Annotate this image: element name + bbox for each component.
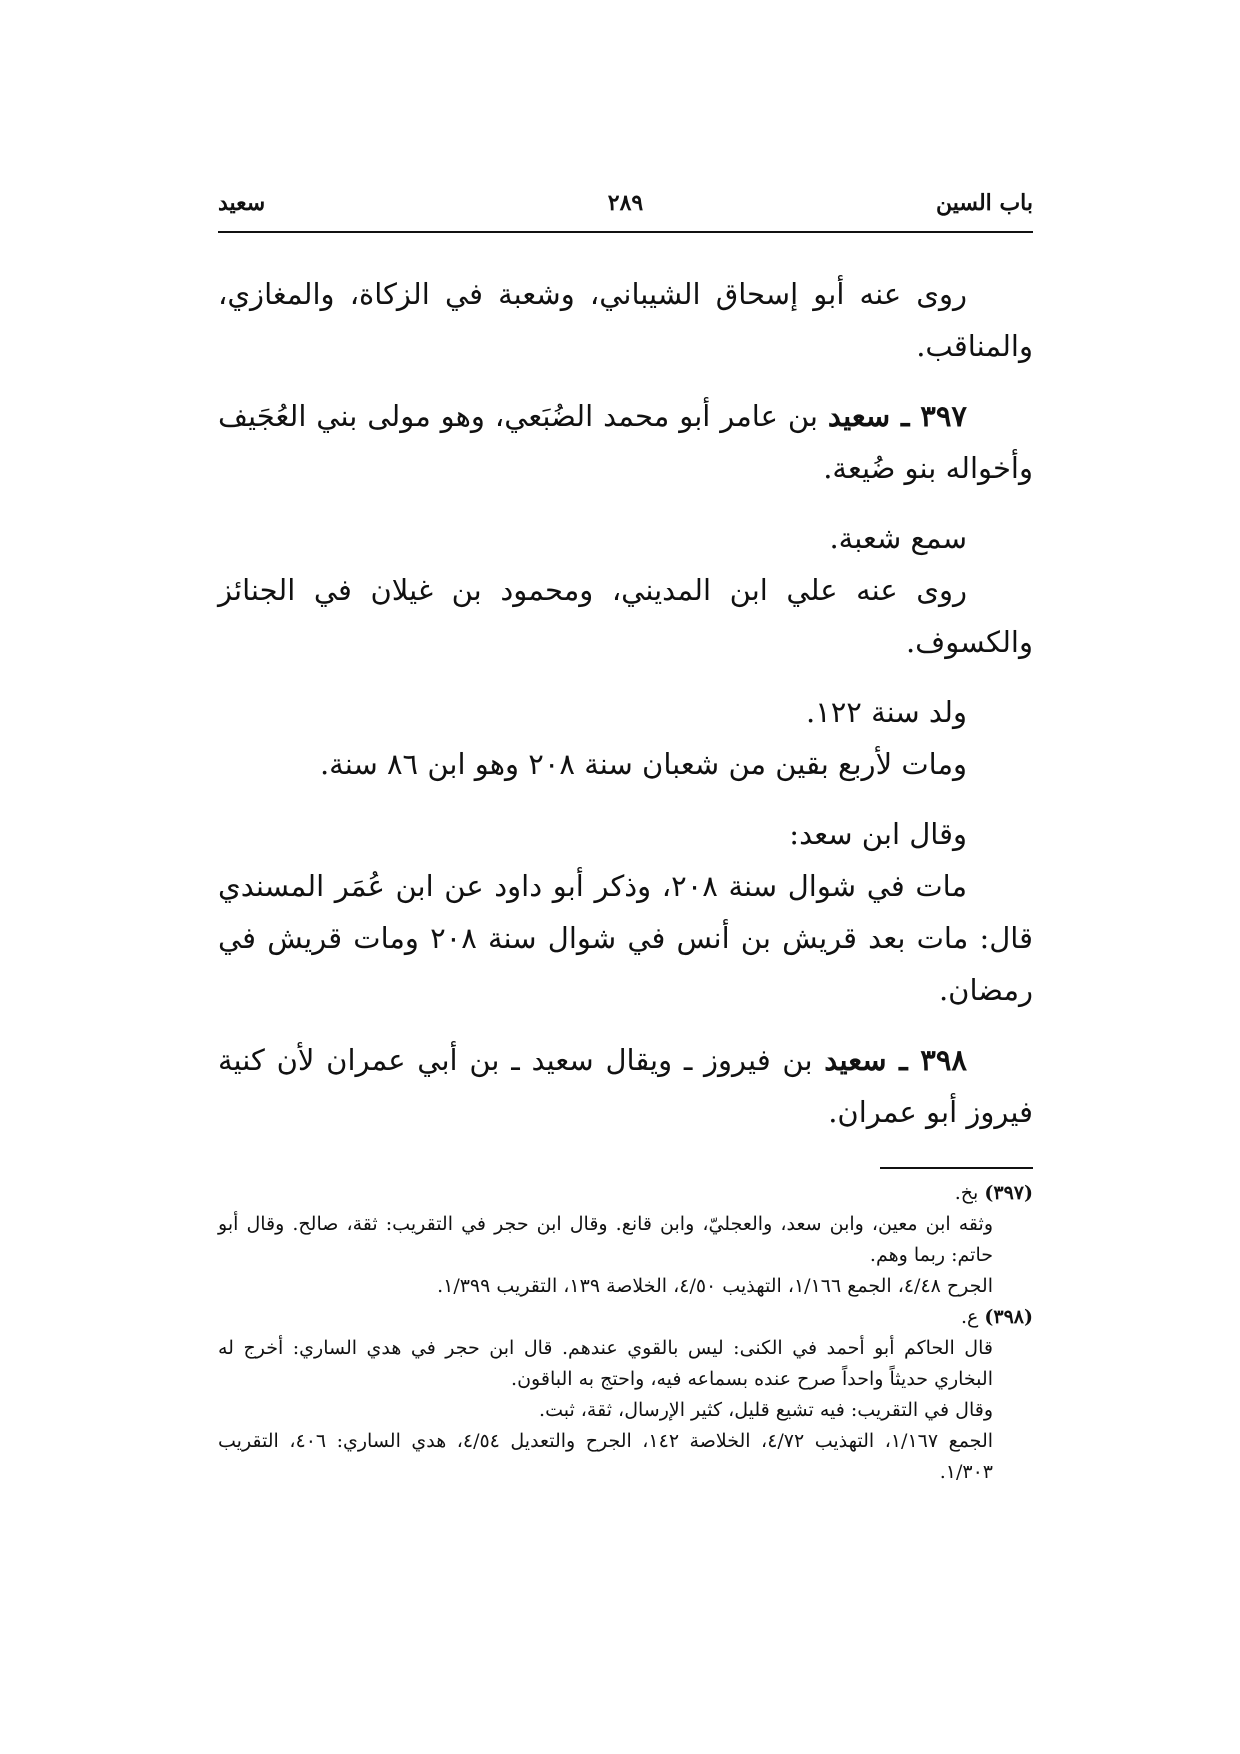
entry-398-heading: ٣٩٨ ـ سعيد bbox=[824, 1043, 968, 1077]
footnote-398-text: قال الحاكم أبو أحمد في الكنى: ليس بالقوي عندهم. قال ابن حجر في هدي الساري: أخرج له البخاري حديثاً واحداً صرح عنده بسماعه فيه، واحتج به الباقون. bbox=[218, 1337, 993, 1390]
footnote-397-text: وثقه ابن معين، وابن سعد، والعجليّ، وابن قانع. وقال ابن حجر في التقريب: ثقة، صالح. وقال أبو حاتم: ربما وهم. bbox=[218, 1213, 993, 1266]
entry-397-text: بن عامر أبو محمد الضُبَعي، وهو مولى بني العُجَيف وأخواله بنو ضُيعة. bbox=[218, 399, 1033, 485]
entry-397 bbox=[218, 390, 1033, 494]
footnote-397-code: بخ. bbox=[954, 1182, 985, 1204]
entry-398-text: بن فيروز ـ ويقال سعيد ـ بن أبي عمران لأن كنية فيروز أبو عمران. bbox=[218, 1043, 1033, 1129]
footnotes bbox=[218, 1178, 1033, 1488]
entry-398 bbox=[218, 1034, 1033, 1138]
paragraph-died: ومات لأربع بقين من شعبان سنة ٢٠٨ وهو ابن ٨٦ سنة. bbox=[319, 747, 967, 781]
paragraph-born: ولد سنة ١٢٢. bbox=[805, 695, 967, 729]
footnote-398-sources: الجمع ١/١٦٧، التهذيب ٤/٧٢، الخلاصة ١٤٢، الجرح والتعديل ٤/٥٤، هدي الساري: ٤٠٦، التقريب ١/٣٠٣. bbox=[218, 1430, 994, 1483]
paragraph-ibn-saad: وقال ابن سعد: bbox=[789, 817, 967, 851]
footnote-397-head bbox=[218, 1178, 1033, 1209]
paragraph-narrators: روى عنه أبو إسحاق الشيباني، وشعبة في الزكاة، والمغازي، والمناقب. bbox=[218, 277, 1033, 363]
footnote-398-code: ع. bbox=[960, 1306, 985, 1328]
page-header bbox=[218, 190, 1033, 230]
footnote-398-taqrib: وقال في التقريب: فيه تشيع قليل، كثير الإرسال، ثقة، ثبت. bbox=[539, 1399, 993, 1421]
main-text bbox=[218, 268, 1033, 1138]
paragraph-narrated-by: روى عنه علي ابن المديني، ومحمود بن غيلان في الجنائز والكسوف. bbox=[218, 573, 1033, 659]
footnote-397-sources: الجرح ٤/٤٨، الجمع ١/١٦٦، التهذيب ٤/٥٠، الخلاصة ١٣٩، التقريب ١/٣٩٩. bbox=[437, 1275, 993, 1297]
entry-397-heading: ٣٩٧ ـ سعيد bbox=[827, 399, 968, 433]
footnote-rule bbox=[880, 1167, 1033, 1169]
header-rule bbox=[218, 231, 1033, 233]
footnote-398-head bbox=[218, 1302, 1033, 1333]
page-number: ٢٨٩ bbox=[607, 190, 644, 216]
section-title: باب السين bbox=[935, 190, 1033, 216]
footnote-397-label: (٣٩٧) bbox=[984, 1182, 1033, 1204]
running-title: سعيد bbox=[218, 190, 266, 216]
footnote-398-label: (٣٩٨) bbox=[984, 1306, 1033, 1328]
paragraph-ibn-saad-quote: مات في شوال سنة ٢٠٨، وذكر أبو داود عن ابن عُمَر المسندي قال: مات بعد قريش بن أنس في شوال سنة ٢٠٨ ومات قريش في رمضان. bbox=[218, 869, 1033, 1007]
paragraph-heard: سمع شعبة. bbox=[829, 521, 967, 555]
